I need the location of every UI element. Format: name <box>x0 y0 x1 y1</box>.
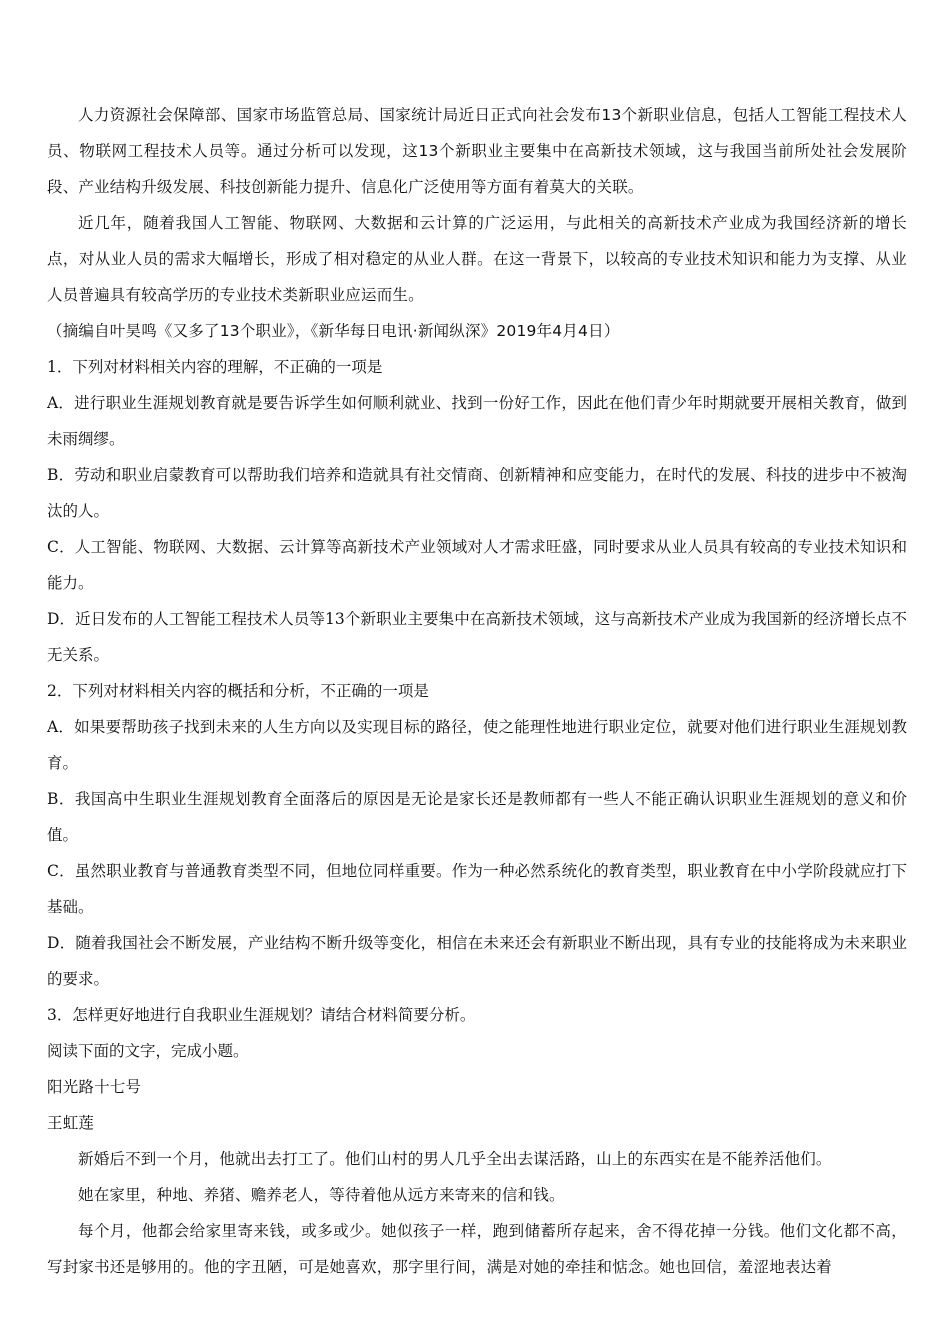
passage-paragraph-1: 人力资源社会保障部、国家市场监管总局、国家统计局近日正式向社会发布13个新职业信息，包括人工智能工程技术人员、物联网工程技术人员等。通过分析可以发现，这13个新职业主要集中在高新技术领域，这与我国当前所处社会发展阶段、产业结构升级发展、科技创新能力提升、信息化广泛使用等方面有着莫大的关联。 <box>47 106 907 196</box>
question-2-option-c: C．虽然职业教育与普通教育类型不同，但地位同样重要。作为一种必然系统化的教育类型，职业教育在中小学阶段就应打下基础。 <box>47 862 907 916</box>
document-page <box>47 97 907 1285</box>
question-3-stem: 3．怎样更好地进行自我职业生涯规划？请结合材料简要分析。 <box>47 1006 476 1024</box>
passage-paragraph-2: 近几年，随着我国人工智能、物联网、大数据和云计算的广泛运用，与此相关的高新技术产业成为我国经济新的增长点，对从业人员的需求大幅增长，形成了相对稳定的从业人群。在这一背景下，以较高的专业技术知识和能力为支撑、从业人员普遍具有较高学历的专业技术类新职业应运而生。 <box>47 214 907 304</box>
question-1-option-a: A．进行职业生涯规划教育就是要告诉学生如何顺利就业、找到一份好工作，因此在他们青少年时期就要开展相关教育，做到未雨绸缪。 <box>47 394 907 448</box>
question-1-option-c: C．人工智能、物联网、大数据、云计算等高新技术产业领域对人才需求旺盛，同时要求从业人员具有较高的专业技术知识和能力。 <box>47 538 907 592</box>
question-1-option-d: D．近日发布的人工智能工程技术人员等13个新职业主要集中在高新技术领域，这与高新技术产业成为我国新的经济增长点不无关系。 <box>47 610 907 664</box>
question-1-option-b: B．劳动和职业启蒙教育可以帮助我们培养和造就具有社交情商、创新精神和应变能力，在时代的发展、科技的进步中不被淘汰的人。 <box>47 466 907 520</box>
story-paragraph-1: 新婚后不到一个月，他就出去打工了。他们山村的男人几乎全出去谋活路，山上的东西实在是不能养活他们。 <box>78 1150 832 1168</box>
reading-instruction: 阅读下面的文字，完成小题。 <box>47 1042 249 1060</box>
story-title: 阳光路十七号 <box>47 1078 142 1096</box>
question-2-option-b: B．我国高中生职业生涯规划教育全面落后的原因是无论是家长还是教师都有一些人不能正确认识职业生涯规划的意义和价值。 <box>47 790 907 844</box>
question-2-option-a: A．如果要帮助孩子找到未来的人生方向以及实现目标的路径，使之能理性地进行职业定位，就要对他们进行职业生涯规划教育。 <box>47 718 907 772</box>
question-2-stem: 2．下列对材料相关内容的概括和分析，不正确的一项是 <box>47 682 429 700</box>
question-1-stem: 1．下列对材料相关内容的理解，不正确的一项是 <box>47 358 383 376</box>
story-paragraph-2: 她在家里，种地、养猪、赡养老人，等待着他从远方来寄来的信和钱。 <box>78 1186 565 1204</box>
passage-source: （摘编自叶昊鸣《又多了13个职业》，《新华每日电讯·新闻纵深》2019年4月4日） <box>47 322 620 340</box>
question-2-option-d: D．随着我国社会不断发展，产业结构不断升级等变化，相信在未来还会有新职业不断出现，具有专业的技能将成为未来职业的要求。 <box>47 934 907 988</box>
story-author: 王虹莲 <box>47 1114 95 1132</box>
story-paragraph-3: 每个月，他都会给家里寄来钱，或多或少。她似孩子一样，跑到储蓄所存起来，舍不得花掉一分钱。他们文化都不高，写封家书还是够用的。他的字丑陋，可是她喜欢，那字里行间，满是对她的牵挂和惦念。她也回信，羞涩地表达着 <box>47 1222 907 1276</box>
